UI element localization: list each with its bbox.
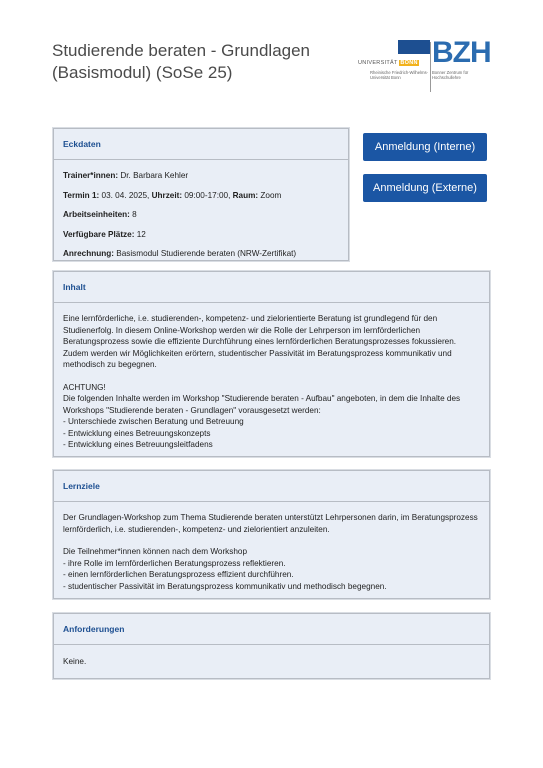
page-title: Studierende beraten - Grundlagen (Basismodul) (SoSe 25) <box>52 41 311 82</box>
list-item: - studentischer Passivität im Beratungsprozess kommunikativ und methodisch begegnen. <box>63 581 387 591</box>
plaetze-row: Verfügbare Plätze: 12 <box>63 229 146 239</box>
anforderungen-heading: Anforderungen <box>54 614 489 645</box>
anforderungen-panel <box>53 613 490 679</box>
lernziele-intro: Der Grundlagen-Workshop zum Thema Studierende beraten unterstützt Lehrpersonen darin, im Beratungsprozess lernförderlich, i.e. studierenden-, kompetenz- und zielorientiert anzuleiten. <box>63 513 478 534</box>
inhalt-heading: Inhalt <box>54 272 489 303</box>
anrechnung-row: Anrechnung: Basismodul Studierende beraten (NRW-Zertifikat) <box>63 249 297 258</box>
trainer-row: Trainer*innen: Dr. Barbara Kehler <box>63 171 189 180</box>
list-item: - Entwicklung eines Betreuungskonzepts <box>63 428 211 438</box>
uni-bonn-wordmark: UNIVERSITÄT BONN <box>358 60 418 66</box>
register-internal-button[interactable]: Anmeldung (Interne) <box>363 133 487 161</box>
lernziele-panel <box>53 470 490 599</box>
lernziele-heading: Lernziele <box>54 471 489 502</box>
uni-bonn-subtitle: Rheinische Friedrich-Wilhelms-Universität Bonn <box>370 70 428 80</box>
termin-row: Termin 1: 03. 04. 2025, Uhrzeit: 09:00-17:00, Raum: Zoom <box>63 190 282 200</box>
list-item: - Unterschiede zwischen Beratung und Betreuung <box>63 417 244 426</box>
logo-divider <box>430 42 431 92</box>
list-item: - einen lernförderlichen Beratungsprozess effizient durchführen. <box>63 570 294 579</box>
uni-bonn-logo-bar <box>398 40 430 54</box>
register-external-button[interactable]: Anmeldung (Externe) <box>363 174 487 202</box>
logo <box>358 36 498 96</box>
inhalt-achtung: ACHTUNG! <box>63 382 106 392</box>
anforderungen-text: Keine. <box>63 657 87 666</box>
list-item: - ihre Rolle im lernförderlichen Beratungsprozess reflektieren. <box>63 558 286 568</box>
inhalt-panel <box>53 271 490 457</box>
inhalt-intro: Eine lernförderliche, i.e. studierenden-, kompetenz- und zielorientierte Beratung ist grundlegend für den Studienerfolg. In diesem Online-Workshop werden wir die Rolle der Lehrperson im lernförderlichen Beratungsprozess sowie die effiziente Durchführung eines lernförderlichen Beratungsprozesses fokussieren. Zudem werden wir Möglichkeiten erörtern, studentischer Passivität im Beratungsprozess kommunikativ und methodisch zu begegnen. <box>63 314 457 369</box>
arbeitseinheiten-row: Arbeitseinheiten: 8 <box>63 210 137 219</box>
eckdaten-panel <box>53 128 349 261</box>
list-item: - Entwicklung eines Betreuungsleitfadens <box>63 440 213 449</box>
eckdaten-heading: Eckdaten <box>54 129 348 160</box>
inhalt-note: Die folgenden Inhalte werden im Workshop "Studierende beraten - Aufbau" angeboten, in dem die Inhalte des Workshops "Studierende beraten - Grundlagen" vorausgesetzt werden: <box>63 394 461 415</box>
bzh-wordmark: BZH <box>432 36 491 69</box>
bzh-subtitle: Bonner Zentrum für Hochschullehre <box>432 70 469 80</box>
lernziele-lead: Die Teilnehmer*innen können nach dem Workshop <box>63 547 248 556</box>
